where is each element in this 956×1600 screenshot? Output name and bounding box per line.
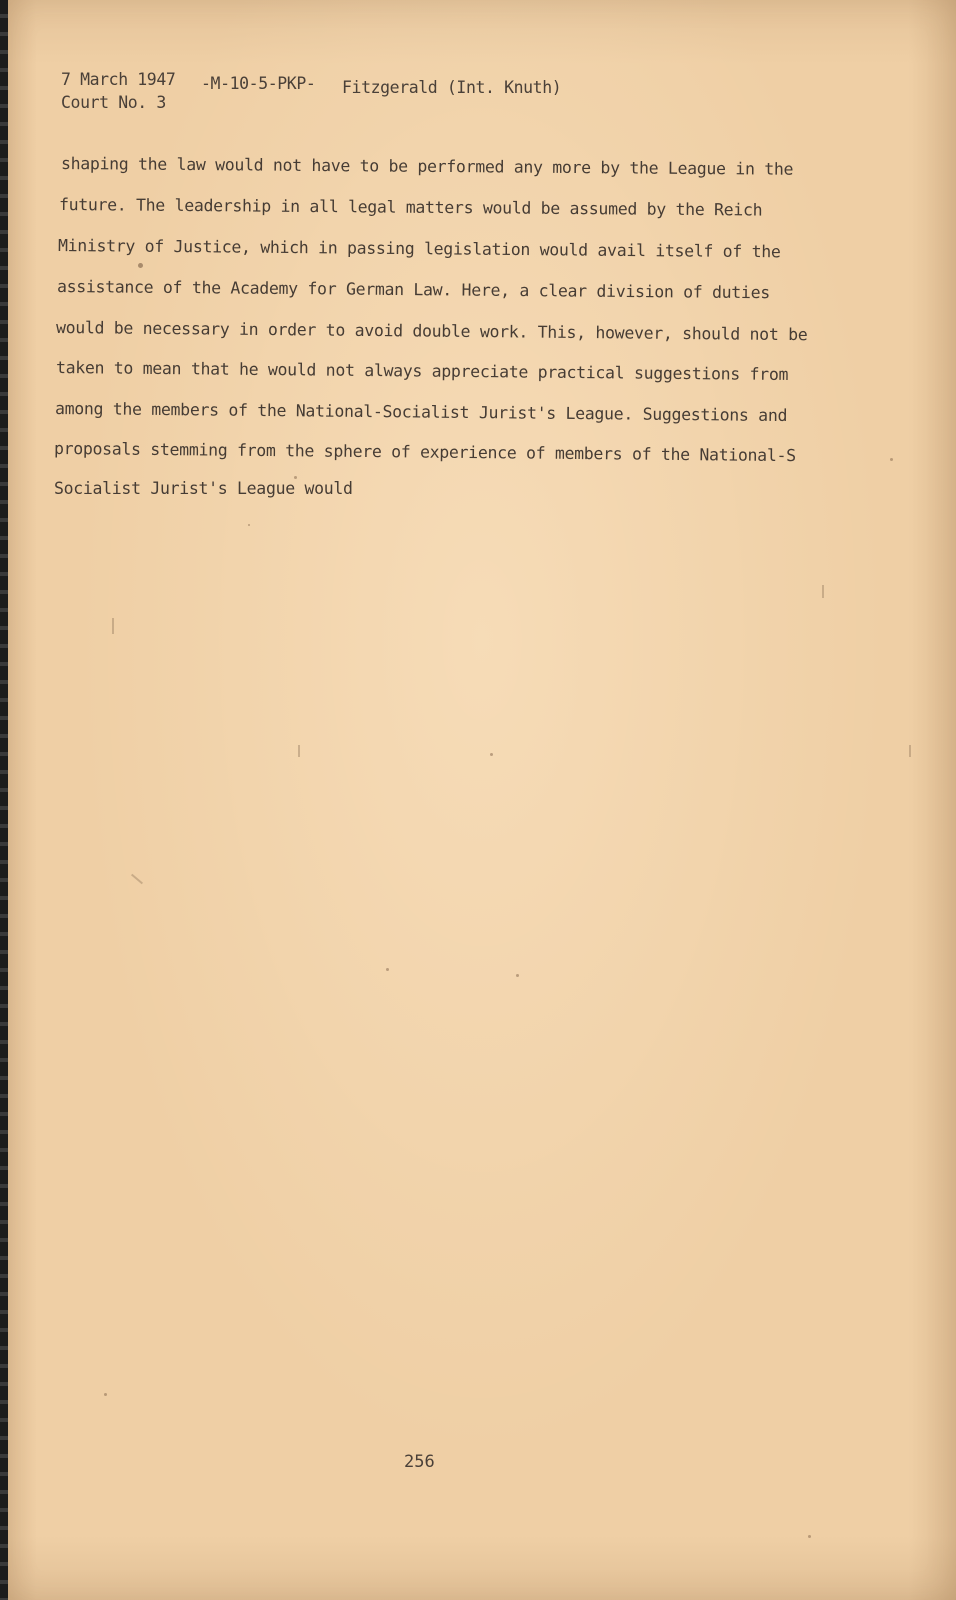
body-line: Socialist Jurist's League would bbox=[54, 479, 353, 498]
body-line: among the members of the National-Socialist Jurist's League. Suggestions and bbox=[54, 399, 788, 426]
header-date: 7 March 1947 bbox=[61, 70, 176, 89]
body-line: proposals stemming from the sphere of experience of members of the National-S bbox=[53, 439, 796, 466]
paper-speck bbox=[386, 968, 389, 971]
paper-speck bbox=[138, 263, 143, 268]
paper-speck bbox=[516, 974, 519, 977]
body-line: future. The leadership in all legal matters would be assumed by the Reich bbox=[58, 195, 763, 220]
paper-speck bbox=[294, 476, 297, 479]
body-line: would be necessary in order to avoid double work. This, however, should not be bbox=[55, 318, 808, 345]
paper-mark bbox=[298, 745, 300, 757]
paper-speck bbox=[808, 1535, 811, 1538]
paper-mark bbox=[909, 745, 911, 757]
body-line: shaping the law would not have to be performed any more by the League in the bbox=[60, 154, 794, 179]
document-page bbox=[8, 0, 956, 1600]
paper-speck bbox=[248, 524, 250, 526]
body-line: taken to mean that he would not always appreciate practical suggestions from bbox=[55, 358, 789, 385]
paper-mark bbox=[112, 618, 114, 634]
page-number: 256 bbox=[404, 1452, 435, 1472]
header-document-code: -M-10-5-PKP- bbox=[201, 74, 316, 93]
paper-speck bbox=[490, 753, 493, 756]
header-names: Fitzgerald (Int. Knuth) bbox=[342, 78, 562, 97]
paper-speck bbox=[104, 1393, 107, 1396]
paper-mark bbox=[131, 874, 143, 885]
body-line: assistance of the Academy for German Law. Here, a clear division of duties bbox=[56, 277, 770, 303]
paper-mark bbox=[822, 585, 824, 598]
header-court: Court No. 3 bbox=[61, 93, 166, 112]
body-line: Ministry of Justice, which in passing legislation would avail itself of the bbox=[57, 236, 781, 262]
paper-speck bbox=[890, 458, 893, 461]
